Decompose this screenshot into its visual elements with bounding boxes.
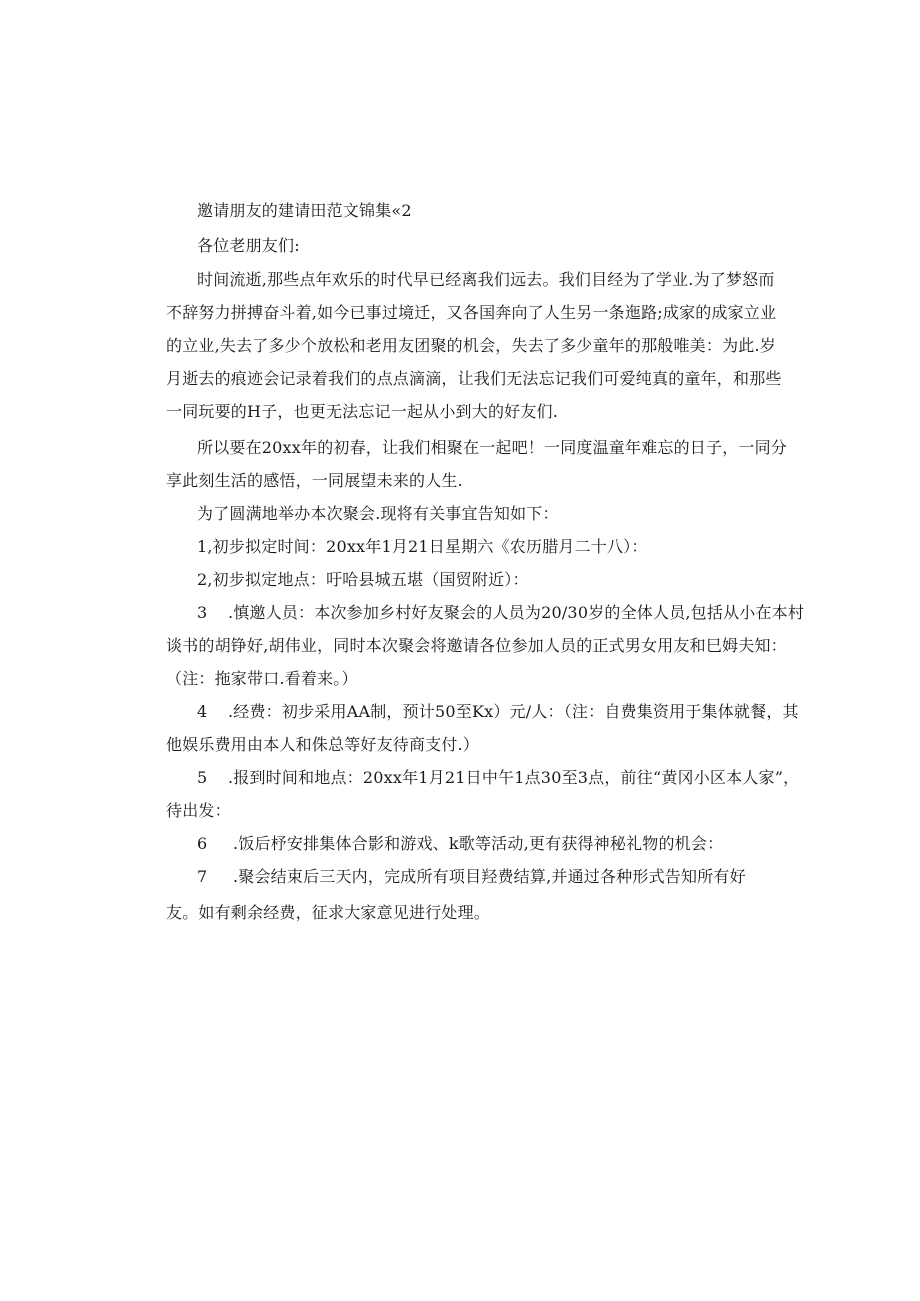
paragraph-1-line-3: 的立业,失去了多少个放松和老用友团聚的机会，失去了多少童年的那般唯美：为此.岁 bbox=[166, 336, 776, 355]
item-7-line-2: 友。如有剩余经费，征求大家意见进行处理。 bbox=[166, 903, 491, 922]
item-2: 2,初步拟定地点：吁哈县城五堪（国贸附近）： bbox=[197, 570, 529, 589]
greeting: 各位老朋友们: bbox=[197, 236, 300, 255]
item-3-number: 3 bbox=[197, 603, 208, 622]
paragraph-1-line-5: 一同玩要的H子，也更无法忘记一起从小到大的好友们. bbox=[166, 402, 559, 421]
item-7-line-1: .聚会结束后三天内，完成所有项目羟费结算,并通过各种形式告知所有好 bbox=[233, 867, 746, 886]
item-3-line-2: 谈书的胡铮好,胡伟业，同时本次聚会将邀请各位参加人员的正式男女用友和巳姆夫知： bbox=[166, 636, 787, 655]
item-3-line-3: （注：拖家带口.看着来。） bbox=[166, 669, 358, 688]
item-5-line-2: 待出发： bbox=[166, 801, 231, 820]
item-6-line-1: .饭后杼安排集体合影和游戏、k歌等活动,更有获得神秘礼物的机会： bbox=[233, 834, 724, 853]
paragraph-1-line-1: 时间流逝,那些点年欢乐的时代早已经离我们远去。我们目经为了学业.为了梦怒而 bbox=[197, 270, 775, 289]
notice-intro: 为了圆满地举办本次聚会.现将有关事宜告知如下： bbox=[197, 504, 559, 523]
item-4-line-1: .经费：初步采用AA制，预计50至Kx）元/人：（注：自费集资用于集体就餐，其 bbox=[228, 702, 799, 721]
paragraph-1-line-2: 不辞努力拼搏奋斗着,如今已事过境迁，又各国奔向了人生另一条迤路;成家的成家立业 bbox=[166, 303, 777, 322]
item-1: 1,初步拟定时间：20xx年1月21日星期六《农历腊月二十八）： bbox=[197, 537, 648, 556]
item-4-line-2: 他娱乐费用由本人和侏总等好友待商支付.） bbox=[166, 735, 480, 754]
item-7-number: 7 bbox=[197, 867, 208, 886]
document-title: 邀请朋友的建请田范文锦集«2 bbox=[197, 201, 412, 220]
item-5-number: 5 bbox=[197, 768, 208, 787]
paragraph-1-line-4: 月逝去的痕迹会记录着我们的点点滴滴，让我们无法忘记我们可爱纯真的童年，和那些 bbox=[166, 369, 782, 388]
item-5-line-1: .报到时间和地点：20xx年1月21日中午1点30至3点，前往“黄冈小区本人家”， bbox=[228, 768, 800, 787]
paragraph-2-line-1: 所以要在20xx年的初春，让我们相聚在一起吧！一同度温童年难忘的日子，一同分 bbox=[197, 438, 788, 457]
item-3-line-1: .慎邀人员：本次参加乡村好友聚会的人员为20/30岁的全体人员,包括从小在本村 bbox=[228, 603, 805, 622]
paragraph-2-line-2: 享此刻生活的感悟，一同展望未来的人生. bbox=[166, 471, 463, 490]
item-4-number: 4 bbox=[197, 702, 208, 721]
item-6-number: 6 bbox=[197, 834, 208, 853]
